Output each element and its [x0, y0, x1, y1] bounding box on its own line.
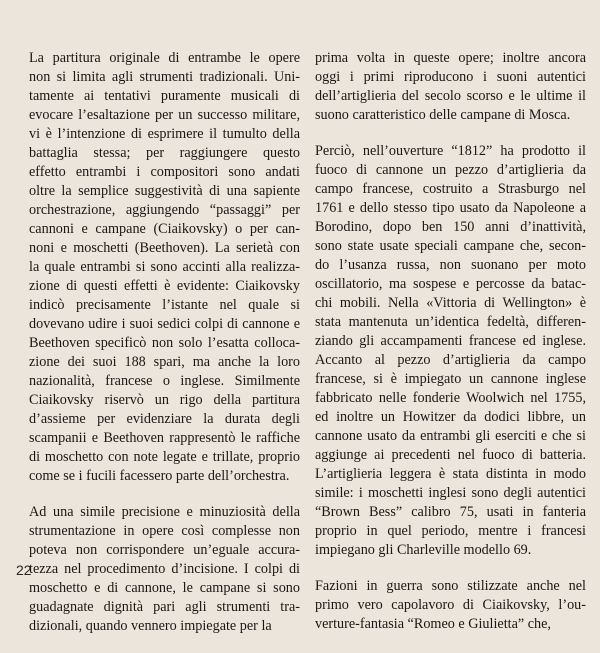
text-line: do l’usanza russa, non suonano per moto	[315, 257, 586, 273]
paragraph	[315, 577, 586, 634]
text-line: dizionali, quando vennero impiegate per la	[29, 618, 272, 634]
text-line: noni e moschetti (Beethoven). La serietà con	[29, 240, 300, 256]
text-line: 1761 e dello stesso tipo usato da Napoleone a	[315, 200, 586, 216]
text-line: la quale entrambi si sono accinti alla realizza-	[29, 259, 300, 275]
text-line: d’assieme per evidenziare la durata degli	[29, 411, 300, 427]
text-line: prima volta in queste opere; inoltre ancora	[315, 50, 586, 66]
paragraph	[315, 142, 586, 560]
text-line: fuoco di cannone un pezzo d’artiglieria da	[315, 162, 586, 178]
text-line: campo francese, costruito a Strasburgo nel	[315, 181, 586, 197]
text-line: nazionalità, francese o inglese. Similmente	[29, 373, 300, 389]
text-line: dovevano udire i suoi sedici colpi di cannone e	[29, 316, 300, 332]
text-line: vi è l’intenzione di esprimere il tumulto della	[29, 126, 300, 142]
paragraph	[29, 49, 300, 486]
text-line: stata mantenuta un’identica fedeltà, differen-	[315, 314, 586, 330]
text-line: primo vero capolavoro di Ciaikovsky, l’ou-	[315, 597, 586, 613]
text-line: orchestrazione, aggiungendo “passaggi” per	[29, 202, 300, 218]
text-line: tamente ai tentativi puramente musicali di	[29, 88, 300, 104]
text-line: ziando gli accampamenti francese ed inglese.	[315, 333, 586, 349]
text-line: oltre la semplice suggestività di una sapiente	[29, 183, 300, 199]
text-line: oscillatorio, ma sospese e percosse da batac-	[315, 276, 586, 292]
text-line: Ciaikovsky riservò un rigo della partitura	[29, 392, 300, 408]
text-line: zione dei suoi 188 spari, ma anche la loro	[29, 354, 300, 370]
text-line: guadagnate dignità pari agli strumenti tra-	[29, 599, 300, 615]
text-line: oggi i primi riproducono i suoni autentici	[315, 69, 586, 85]
text-line: scampanii e Beethoven rappresentò le raffiche	[29, 430, 300, 446]
text-line: simile: i moschetti inglesi sono degli autentici	[315, 485, 586, 501]
text-line: di moschetto con note legate e trillate, proprio	[29, 449, 300, 465]
text-line: battaglia stessa; per raggiungere questo	[29, 145, 300, 161]
text-line: dell’artiglieria del secolo scorso e le ultime il	[315, 88, 586, 104]
text-line: Beethoven specificò non solo l’esatta colloca-	[29, 335, 300, 351]
text-line: cannoni e campane (Ciaikovsky) o per can-	[29, 221, 300, 237]
left-column	[29, 49, 300, 653]
text-line: proprio in quel periodo, mentre i francesi	[315, 523, 586, 539]
text-line: L’artiglieria leggera è stata distinta in modo	[315, 466, 586, 482]
text-line: come se i fucili facessero parte dell’orchestra.	[29, 468, 290, 484]
text-line: La partitura originale di entrambe le opere	[29, 50, 300, 66]
text-line: Ad una simile precisione e minuziosità della	[29, 504, 300, 520]
text-line: “Brown Bess” calibro 75, usati in fanteria	[315, 504, 586, 520]
text-line: Fazioni in guerra sono stilizzate anche nel	[315, 578, 586, 594]
text-line: ed inoltre un Howitzer da dodici libbre, un	[315, 409, 586, 425]
paragraph	[29, 503, 300, 636]
text-line: poteva non corrispondere un’eguale accura-	[29, 542, 300, 558]
text-line: moschetto e di cannone, le campane si sono	[29, 580, 300, 596]
right-column	[315, 49, 586, 651]
text-line: cannone usato da entrambi gli eserciti e che si	[315, 428, 586, 444]
text-line: chi mobili. Nella «Vittoria di Wellington» è	[315, 295, 586, 311]
text-line: impiegano gli Charleville modello 69.	[315, 542, 532, 558]
text-line: effetto entrambi i compositori sono andati	[29, 164, 300, 180]
text-line: tezza nel procedimento d’incisione. I colpi di	[29, 561, 300, 577]
text-line: non si limita agli strumenti tradizionali. Uni-	[29, 69, 300, 85]
text-line: evocare l’esaltazione per un successo militare,	[29, 107, 300, 123]
page-number: 22	[16, 562, 32, 578]
text-line: fabbricato nelle fonderie Woolwich nel 1755,	[315, 390, 586, 406]
text-line: aggiunge ai precedenti nel fuoco di batteria.	[315, 447, 586, 463]
text-line: verture-fantasia “Romeo e Giulietta” che,	[315, 616, 551, 632]
text-line: indicò precisamente l’istante nel quale si	[29, 297, 300, 313]
text-line: strumentazione in opere così complesse non	[29, 523, 300, 539]
text-line: Accanto al pezzo d’artiglieria da campo	[315, 352, 586, 368]
text-line: Borodino, dopo ben 150 anni d’inattività,	[315, 219, 586, 235]
text-line: sono state usate speciali campane che, secon-	[315, 238, 586, 254]
text-line: Perciò, nell’ouverture “1812” ha prodotto il	[315, 143, 586, 159]
text-line: suono caratteristico delle campane di Mosca.	[315, 107, 571, 123]
text-line: francese, si è impiegato un cannone inglese	[315, 371, 586, 387]
text-line: zione di questi effetti è evidente: Ciaikovsky	[29, 278, 300, 294]
paragraph	[315, 49, 586, 125]
